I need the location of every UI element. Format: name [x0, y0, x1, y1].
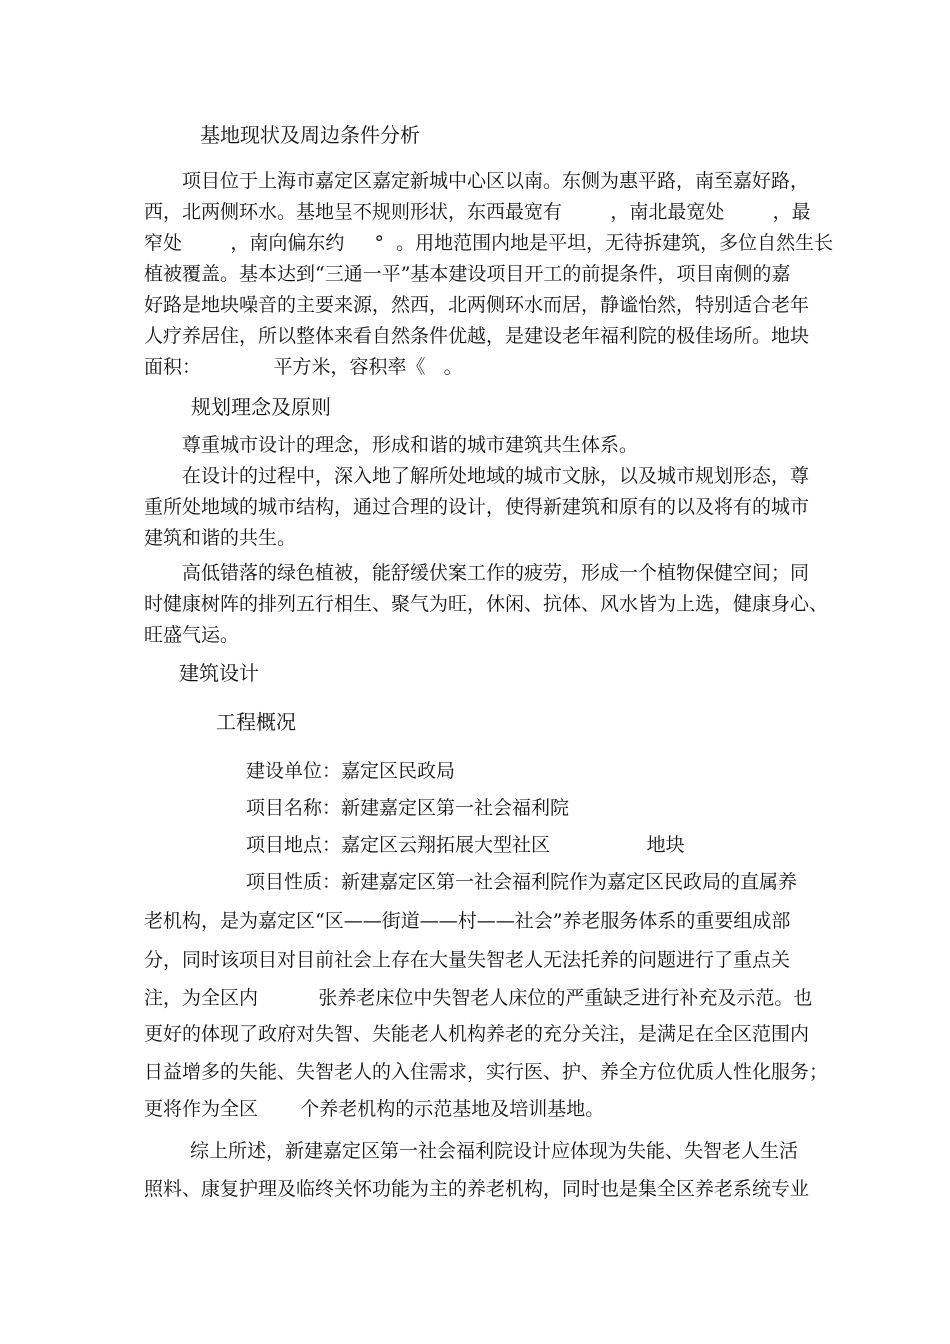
site-analysis-line: 窄处 ，南向偏东约 ° 。用地范围内地是平坦，无待拆建筑，多位自然生长 — [144, 232, 834, 254]
overview-nature-line: 日益增多的失能、失智老人的入住需求，实行医、护、养全方位优质人性化服务； — [144, 1061, 829, 1083]
site-analysis-line: 植被覆盖。基本达到“三通一平”基本建设项目开工的前提条件，项目南侧的嘉 — [144, 263, 791, 285]
site-analysis-line: 面积： 平方米，容积率《 。 — [144, 356, 463, 378]
heading-project-overview: 工程概况 — [216, 710, 296, 734]
overview-nature-line: 更将作为全区 个养老机构的示范基地及培训基地。 — [144, 1098, 605, 1120]
overview-nature-line: 项目性质：新建嘉定区第一社会福利院作为嘉定区民政局的直属养 — [246, 871, 798, 893]
planning-line: 在设计的过程中，深入地了解所处地域的城市文脉，以及城市规划形态，尊 — [182, 465, 810, 487]
summary-line: 照料、康复护理及临终关怀功能为主的养老机构，同时也是集全区养老系统专业 — [144, 1178, 810, 1200]
planning-line: 高低错落的绿色植被，能舒缓伏案工作的疲劳，形成一个植物保健空间；同 — [182, 562, 810, 584]
summary-line: 综上所述，新建嘉定区第一社会福利院设计应体现为失能、失智老人生活 — [190, 1140, 799, 1162]
heading-architectural-design: 建筑设计 — [179, 661, 259, 685]
planning-line: 时健康树阵的排列五行相生、聚气为旺，休闲、抗体、风水皆为上选，健康身心、 — [144, 593, 829, 615]
planning-line: 建筑和谐的共生。 — [144, 527, 297, 549]
overview-project-location: 项目地点：嘉定区云翔拓展大型社区 地块 — [246, 834, 685, 856]
site-analysis-line: 西，北两侧环水。基地呈不规则形状，东西最宽有 ，南北最宽处 ，最 — [144, 201, 811, 223]
overview-nature-line: 更好的体现了政府对失智、失能老人机构养老的充分关注，是满足在全区范围内 — [144, 1023, 810, 1045]
heading-site-analysis: 基地现状及周边条件分析 — [200, 123, 420, 147]
heading-planning-concept: 规划理念及原则 — [191, 395, 331, 419]
planning-line: 旺盛气运。 — [144, 624, 240, 646]
overview-project-name: 项目名称：新建嘉定区第一社会福利院 — [246, 797, 570, 819]
site-analysis-line: 人疗养居住，所以整体来看自然条件优越，是建设老年福利院的极佳场所。地块 — [144, 325, 810, 347]
overview-nature-line: 分，同时该项目对目前社会上存在大量失智老人无法托养的问题进行了重点关 — [144, 949, 791, 971]
planning-line: 重所处地域的城市结构，通过合理的设计，使得新建筑和原有的以及将有的城市 — [144, 496, 810, 518]
site-analysis-line: 好路是地块噪音的主要来源，然西，北两侧环水而居，静谧怡然，特别适合老年 — [144, 294, 810, 316]
site-analysis-line: 项目位于上海市嘉定区嘉定新城中心区以南。东侧为惠平路，南至嘉好路， — [182, 170, 810, 192]
overview-nature-line: 老机构，是为嘉定区“区——街道——村——社会”养老服务体系的重要组成部 — [144, 910, 791, 932]
overview-builder: 建设单位：嘉定区民政局 — [246, 760, 456, 782]
planning-line: 尊重城市设计的理念，形成和谐的城市建筑共生体系。 — [182, 434, 639, 456]
overview-nature-line: 注，为全区内 张养老床位中失智老人床位的严重缺乏进行补充及示范。也 — [144, 987, 813, 1009]
